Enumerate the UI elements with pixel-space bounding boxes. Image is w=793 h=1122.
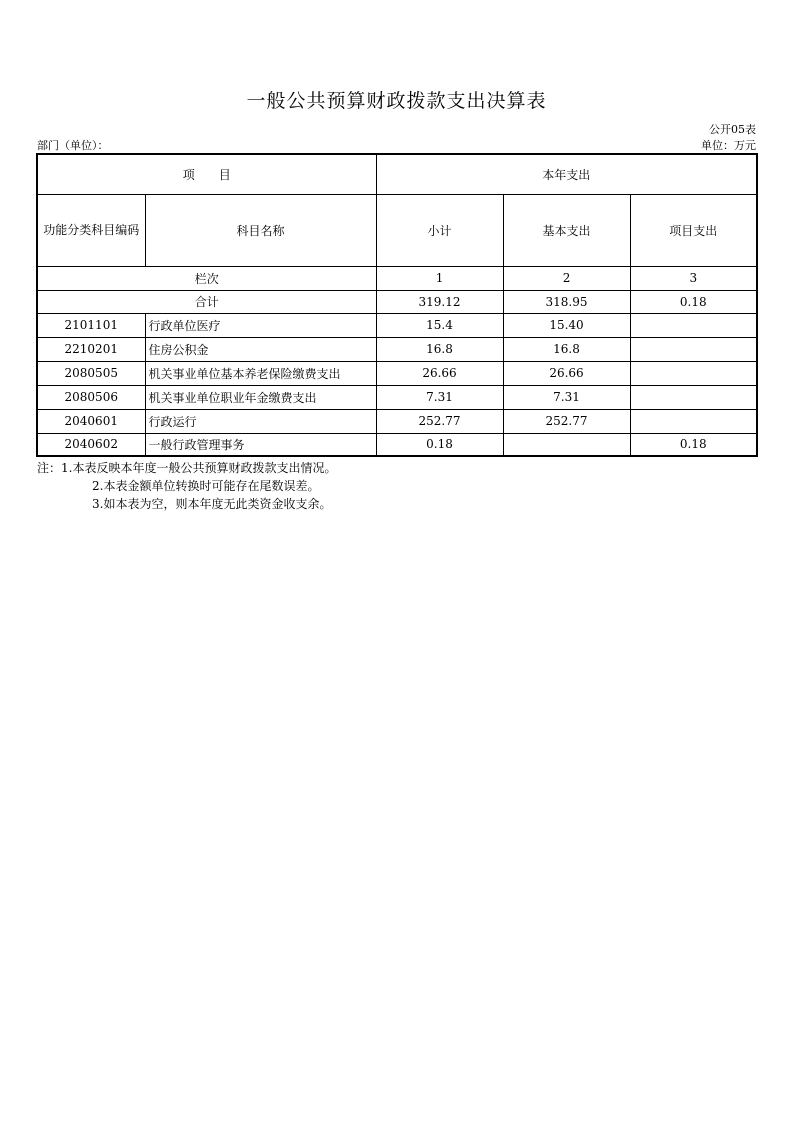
row-basic: 16.8 (503, 337, 630, 361)
note-1: 注：1.本表反映本年度一般公共预算财政拨款支出情况。 (37, 461, 337, 475)
table-row (37, 361, 757, 385)
row-project (630, 409, 757, 433)
total-row (37, 290, 757, 313)
total-subtotal: 319.12 (376, 290, 503, 313)
column-row-c2: 2 (503, 266, 630, 290)
header-current-year: 本年支出 (376, 154, 757, 194)
note-2: 2.本表金额单位转换时可能存在尾数误差。 (92, 479, 320, 493)
total-label: 合计 (37, 290, 376, 313)
header-project-exp: 项目支出 (630, 194, 757, 266)
total-project: 0.18 (630, 290, 757, 313)
page-title: 一般公共预算财政拨款支出决算表 (246, 90, 547, 112)
row-subtotal: 15.4 (376, 313, 503, 337)
row-basic: 26.66 (503, 361, 630, 385)
row-code: 2210201 (37, 337, 145, 361)
column-row-c3: 3 (630, 266, 757, 290)
column-row-c1: 1 (376, 266, 503, 290)
header-subtotal: 小计 (376, 194, 503, 266)
total-basic: 318.95 (503, 290, 630, 313)
header-basic: 基本支出 (503, 194, 630, 266)
table-row (37, 313, 757, 337)
budget-table (36, 153, 758, 457)
header-project: 项 目 (37, 154, 376, 194)
row-project (630, 313, 757, 337)
row-name: 行政运行 (145, 409, 376, 433)
unit-label: 单位：万元 (701, 139, 756, 152)
row-basic (503, 433, 630, 456)
header-row-1 (37, 154, 757, 194)
header-func-code: 功能分类科目编码 (37, 194, 145, 266)
row-subtotal: 26.66 (376, 361, 503, 385)
notes (37, 459, 336, 513)
row-code: 2101101 (37, 313, 145, 337)
row-project: 0.18 (630, 433, 757, 456)
row-subtotal: 7.31 (376, 385, 503, 409)
row-project (630, 385, 757, 409)
note-3: 3.如本表为空，则本年度无此类资金收支余。 (92, 497, 332, 511)
column-number-row (37, 266, 757, 290)
row-subtotal: 16.8 (376, 337, 503, 361)
table-row (37, 385, 757, 409)
department-label: 部门（单位）： (37, 139, 109, 152)
header-subject-name: 科目名称 (145, 194, 376, 266)
form-code: 公开05表 (709, 123, 756, 136)
header-row-2 (37, 194, 757, 266)
table-row (37, 409, 757, 433)
table-row (37, 337, 757, 361)
row-name: 一般行政管理事务 (145, 433, 376, 456)
row-subtotal: 0.18 (376, 433, 503, 456)
row-basic: 15.40 (503, 313, 630, 337)
row-basic: 7.31 (503, 385, 630, 409)
row-subtotal: 252.77 (376, 409, 503, 433)
row-name: 机关事业单位职业年金缴费支出 (145, 385, 376, 409)
column-row-label: 栏次 (37, 266, 376, 290)
row-project (630, 337, 757, 361)
row-code: 2040601 (37, 409, 145, 433)
row-code: 2080506 (37, 385, 145, 409)
row-code: 2080505 (37, 361, 145, 385)
row-code: 2040602 (37, 433, 145, 456)
row-project (630, 361, 757, 385)
row-name: 行政单位医疗 (145, 313, 376, 337)
row-name: 机关事业单位基本养老保险缴费支出 (145, 361, 376, 385)
table-row (37, 433, 757, 456)
row-basic: 252.77 (503, 409, 630, 433)
row-name: 住房公积金 (145, 337, 376, 361)
